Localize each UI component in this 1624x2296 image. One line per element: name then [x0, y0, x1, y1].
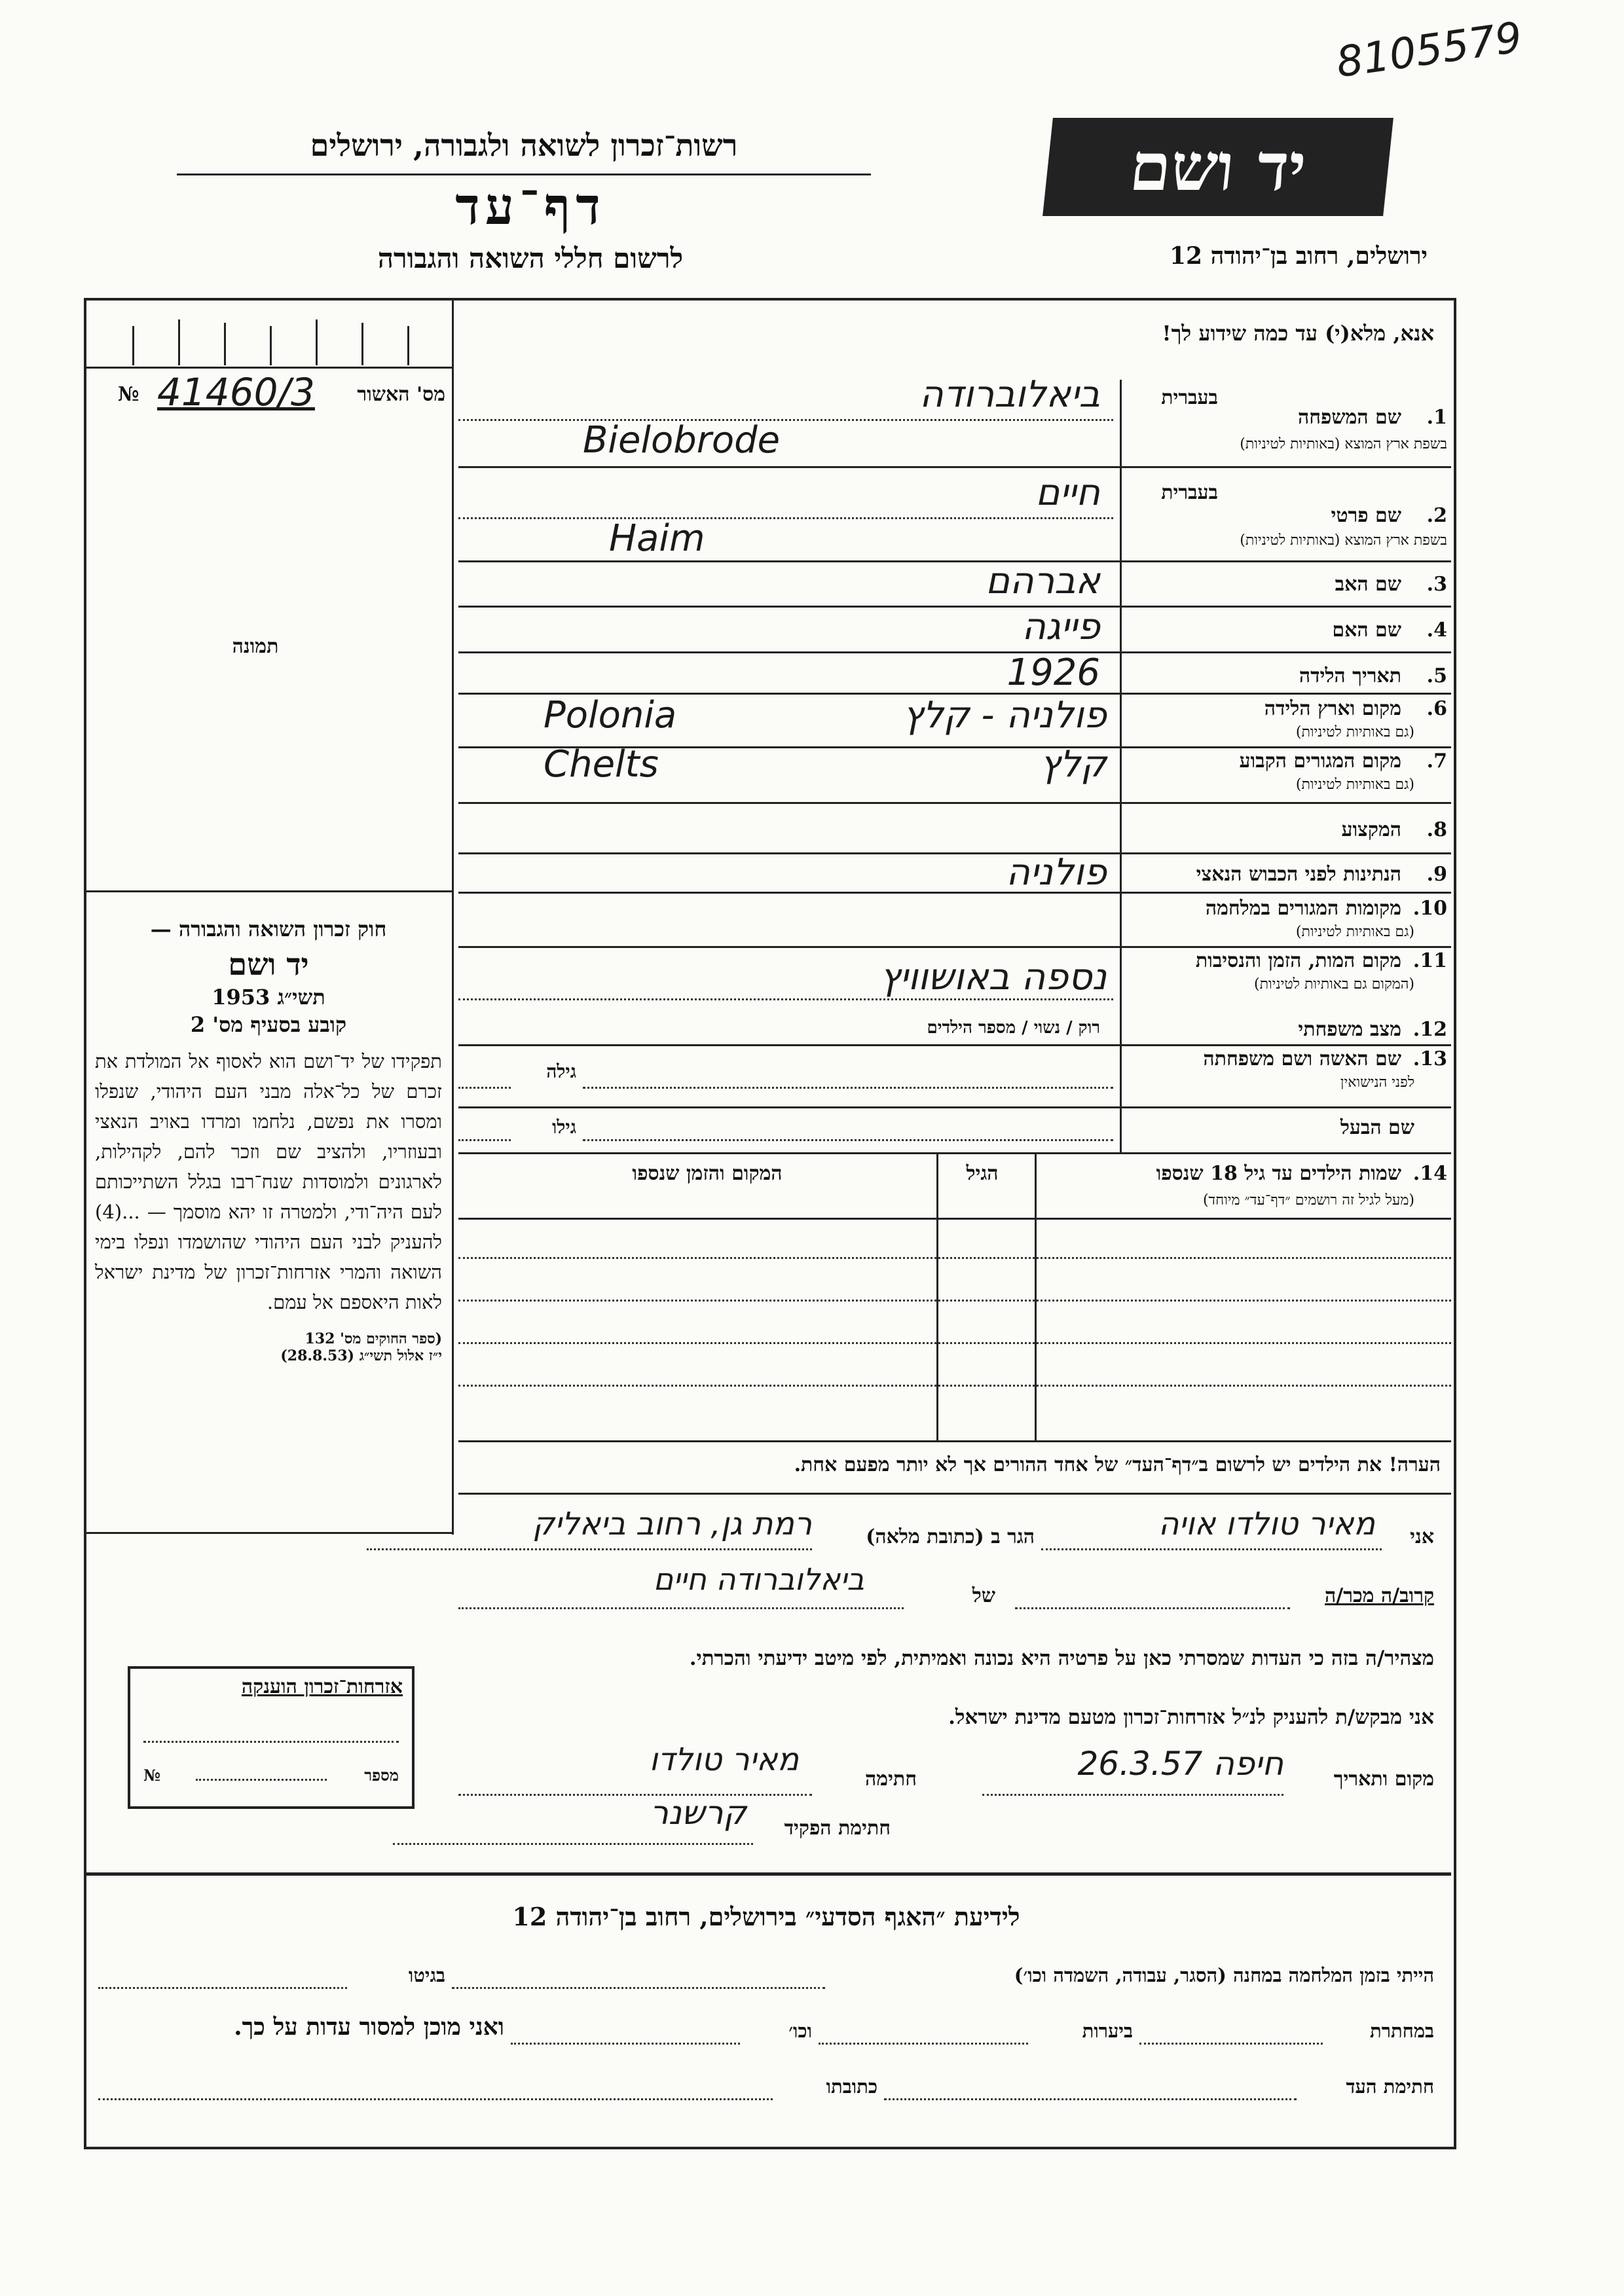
field-2-value-lat: Haim: [609, 517, 705, 560]
decl-of-label: של: [972, 1584, 995, 1607]
decl-signature: מאיר טולדו: [649, 1741, 799, 1778]
field-10-sub: (גם באותיות לטיניות): [1295, 924, 1414, 940]
footer-witness-sig: חתימת העד: [1346, 2075, 1434, 2098]
field-husband-label: שם הבעל: [1340, 1116, 1414, 1139]
law-line3: תשי״ג 1953: [212, 985, 325, 1010]
instructions: אנא, מלא(י) עד כמה שידוע לך!: [1162, 321, 1434, 346]
footer-line1: הייתי בזמן המלחמה במחנה (הסגר, עבודה, השמדה וכו׳): [1014, 1964, 1434, 1986]
decl-place-date-label: מקום ותאריך: [1333, 1768, 1434, 1791]
field-2-hebrew-tag: בעברית: [1161, 481, 1218, 504]
form-title: דף־עד: [455, 177, 606, 236]
reg-number-no: №: [118, 383, 139, 406]
field-9-num: 9.: [1426, 863, 1447, 886]
field-7-value-lat: Chelts: [544, 743, 659, 786]
certificate-number-sym: №: [143, 1766, 161, 1785]
field-13-age-label: גילה: [546, 1061, 576, 1082]
field-1-sub: בשפת ארץ המוצא (באותיות לטיניות): [1240, 436, 1447, 452]
reg-number-value: 41460/3: [157, 370, 315, 414]
field-2-label: שם פרטי: [1331, 504, 1401, 527]
field-8-label: המקצוע: [1341, 818, 1401, 841]
field-1-label: שם המשפחה: [1297, 406, 1401, 429]
logo-text: יד ושם: [1126, 128, 1310, 206]
footer-line2-end: ואני מוכן למסור עדות על כך.: [234, 2013, 504, 2041]
law-line4: קובע בסעיף מס' 2: [190, 1012, 347, 1037]
field-1-value-lat: Bielobrode: [583, 419, 781, 462]
decl-lives-at: הגר ב (כתובת מלאה): [866, 1525, 1035, 1548]
children-num: 14.: [1412, 1162, 1447, 1185]
field-6-sub: (גם באותיות לטיניות): [1295, 724, 1414, 740]
archive-number: 8105579: [1333, 13, 1525, 88]
field-13-num: 13.: [1412, 1048, 1447, 1070]
decl-place-date: חיפה 26.3.57: [1077, 1745, 1283, 1783]
law-footnote-1: (ספר החוקים מס' 132: [304, 1330, 442, 1347]
children-col-age: הגיל: [966, 1162, 999, 1185]
field-11-value: נספה באושוויץ: [879, 956, 1107, 998]
decl-address: רמת גן, רחוב ביאליק: [532, 1506, 812, 1542]
field-3-value: אברהם: [985, 560, 1100, 602]
decl-signature-label: חתימה: [865, 1768, 917, 1791]
field-5-num: 5.: [1426, 665, 1447, 687]
field-1-value-he: ביאלוברודה: [919, 373, 1100, 416]
field-6-num: 6.: [1426, 697, 1447, 720]
org-address: ירושלים, רחוב בן־יהודה 12: [1169, 242, 1428, 270]
children-col-place: המקום והזמן שנספו: [632, 1162, 783, 1185]
decl-request: אני מבקש/ת להעניק לנ״ל אזרחות־זכרון מטעם מדינת ישראל.: [948, 1705, 1434, 1729]
field-5-value: 1926: [1006, 651, 1100, 694]
field-7-sub: (גם באותיות לטיניות): [1295, 776, 1414, 793]
certificate-number-label: מספר: [364, 1766, 399, 1785]
field-11-num: 11.: [1412, 949, 1447, 972]
registration-strip: [86, 313, 451, 372]
form-subtitle: לרשום חללי השואה והגבורה: [377, 242, 684, 274]
org-line: רשות־זכרון לשואה ולגבורה, ירושלים: [310, 128, 738, 163]
certificate-box: [128, 1666, 415, 1809]
field-8-num: 8.: [1426, 818, 1447, 841]
field-2-num: 2.: [1426, 504, 1447, 527]
field-3-label: שם האב: [1335, 573, 1401, 596]
field-6-value-he: פולניה - קלץ: [902, 694, 1107, 737]
field-13-sub: לפני הנישואין: [1340, 1074, 1414, 1091]
decl-name: מאיר טולדו אויה: [1158, 1506, 1375, 1542]
field-12-options: רוק / נשוי / מספר הילדים: [927, 1018, 1100, 1038]
footer-witness-addr: כתובתו: [826, 2075, 877, 2098]
photo-label: תמונה: [232, 635, 279, 658]
decl-relation-value: ביאלוברודה חיים: [653, 1561, 864, 1597]
field-7-num: 7.: [1426, 750, 1447, 773]
law-footnote-2: י״ז אלול תשי״ג (28.8.53): [280, 1347, 442, 1364]
field-12-label: מצב משפחתי: [1298, 1018, 1401, 1041]
field-1-num: 1.: [1426, 406, 1447, 429]
decl-officer-label: חתימת הפקיד: [784, 1817, 891, 1840]
decl-relation-label: קרוב/ה מכר/ה: [1325, 1584, 1434, 1607]
field-7-label: מקום המגורים הקבוע: [1239, 750, 1401, 773]
field-11-sub: (המקום גם באותיות לטיניות): [1254, 976, 1414, 993]
decl-officer-sig: קרשנר: [650, 1794, 747, 1832]
field-6-value-lat: Polonia: [544, 694, 677, 737]
field-3-num: 3.: [1426, 573, 1447, 596]
footer-ghetto: בגיטו: [408, 1964, 445, 1986]
certificate-title: אזרחות־זכרון הוענקה: [241, 1675, 403, 1698]
field-13-label: שם האשה ושם משפחתה: [1203, 1048, 1401, 1070]
reg-number-label: מס' האשור: [357, 383, 445, 406]
field-4-label: שם האם: [1332, 619, 1401, 642]
field-2-sub: בשפת ארץ המוצא (באותיות לטיניות): [1240, 532, 1447, 549]
decl-statement: מצהיר/ה בזה כי העדות שמסרתי כאן על פרטיה היא נכונה ואמיתית, לפי מיטב ידיעתי והכרתי.: [689, 1647, 1434, 1670]
footer-forests: ביערות: [1082, 2020, 1133, 2042]
field-10-label: מקומות המגורים במלחמה: [1205, 897, 1401, 920]
law-body: תפקידו של יד־ושם הוא לאסוף אל המולדת את זכרם של כל־אלה מבני העם היהודי, שנפלו ומסרו את נפשם, נלחמו ומרדו באויב הנאצי ובעוזריו, ולהציב שם וזכר להם, לקהילות, לארגונים ולמוסדות שנח־רבו בגלל השתייכותם לעם היה־ודי, ולמטרה זו יהא מוסמך — ...(4) להעניק לבני העם היהודי שהושמדו ונפלו בימי השואה והמרי אזרחות־זכרון של מדינת ישראל לאות היאספם אל עמם.: [95, 1050, 442, 1313]
field-9-value: פולניה: [1006, 851, 1107, 894]
field-husband-age-label: גילו: [552, 1116, 576, 1138]
yad-vashem-logo: [1043, 118, 1393, 216]
field-2-value-he: חיים: [1035, 471, 1100, 514]
decl-ani: אני: [1410, 1525, 1434, 1548]
field-9-label: הנתינות לפני הכבוש הנאצי: [1196, 863, 1401, 886]
children-note: הערה! את הילדים יש לרשום ב״דף־העד״ של אחד ההורים אך לא יותר מפעם אחת.: [794, 1453, 1441, 1476]
field-1-hebrew-tag: בעברית: [1161, 386, 1218, 409]
field-10-num: 10.: [1412, 897, 1447, 920]
field-11-label: מקום המות, הזמן והנסיבות: [1195, 949, 1401, 972]
field-12-num: 12.: [1412, 1018, 1447, 1041]
field-4-num: 4.: [1426, 619, 1447, 642]
field-6-label: מקום וארץ הלידה: [1264, 697, 1401, 720]
field-7-value-he: קלץ: [1040, 743, 1107, 786]
law-box: [95, 917, 442, 1364]
law-line2: יד ושם: [228, 947, 309, 982]
law-line1: חוק זכרון השואה והגבורה —: [150, 917, 387, 941]
footer-title: לידיעת ״האגף הסדעי״ בירושלים, רחוב בן־יהודה 12: [512, 1902, 1020, 1931]
field-5-label: תאריך הלידה: [1299, 665, 1401, 687]
field-4-value: פייגה: [1022, 606, 1100, 648]
children-label: שמות הילדים עד גיל 18 שנספו: [1156, 1162, 1401, 1185]
footer-etc: וכו׳: [788, 2020, 812, 2042]
footer-underground: במחתרת: [1370, 2020, 1434, 2042]
children-sub: (מעל לגיל זה רושמים ״דף־עד״ מיוחד): [1202, 1192, 1414, 1209]
